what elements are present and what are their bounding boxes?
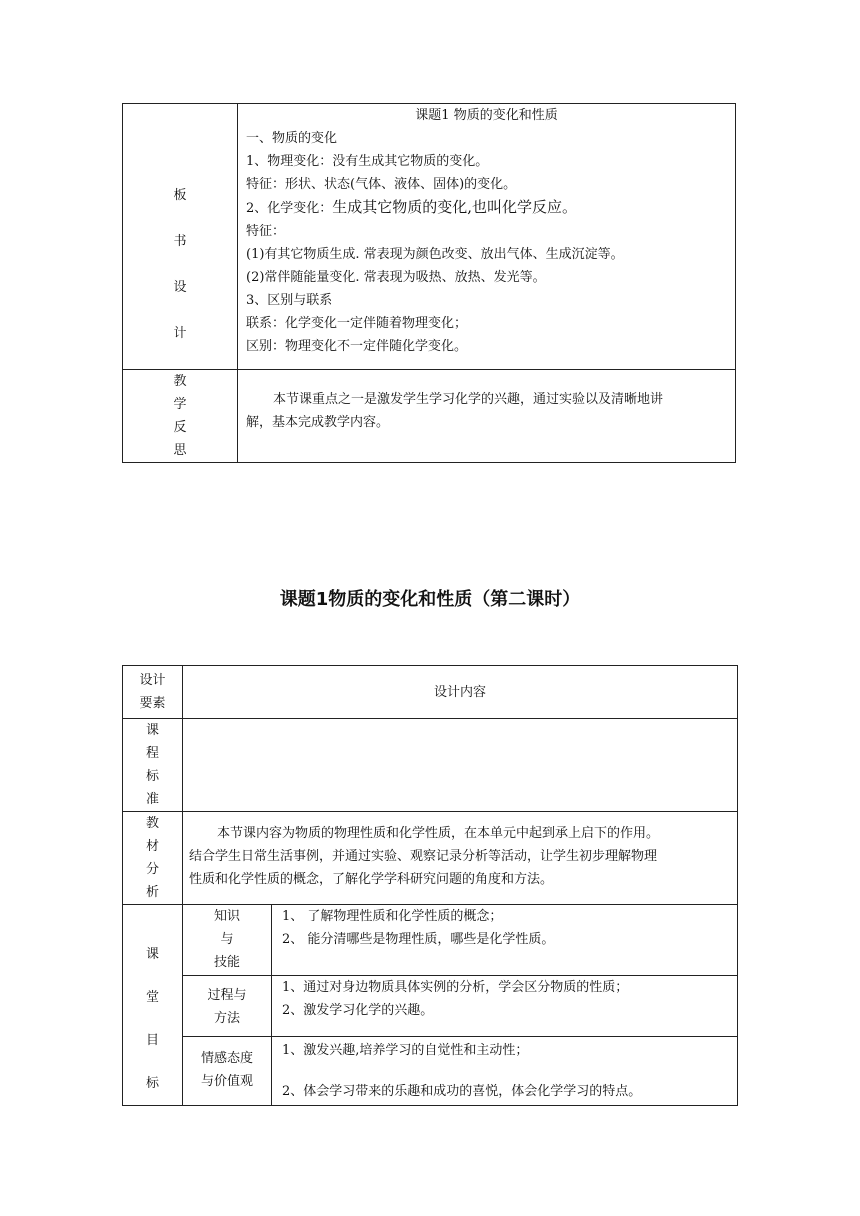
board-line: 一、物质的变化: [246, 131, 338, 146]
goal-label: 知识: [213, 909, 240, 924]
board-design-label-cell: [123, 104, 238, 370]
header-label: 设计: [139, 673, 166, 688]
goal-item: 1、激发兴趣,培养学习的自觉性和主动性；: [282, 1042, 529, 1058]
board-line: 特征：形状、状态(气体、液体、固体)的变化。: [246, 177, 517, 192]
label-char: 标: [145, 769, 159, 784]
label-char: 教: [145, 816, 159, 831]
board-line: 特征：: [246, 224, 286, 239]
board-line: 1、物理变化：没有生成其它物质的变化。: [246, 154, 489, 169]
goal-item: 1、通过对身边物质具体实例的分析，学会区分物质的性质；: [282, 980, 629, 996]
goal-item: 2、 能分清哪些是物理性质，哪些是化学性质。: [282, 932, 555, 947]
board-line-chemical: 2、化学变化：生成其它物质的变化,也叫化学反应。: [246, 198, 578, 216]
board-line: 3、区别与联系: [246, 293, 333, 308]
reflection-content-cell: [238, 370, 736, 463]
goal-label: 与价值观: [200, 1073, 253, 1089]
header-label: 要素: [139, 696, 166, 711]
label-char: 思: [173, 443, 187, 458]
goal-label-cell: [183, 976, 272, 1037]
label-char: 课: [145, 723, 159, 738]
goal-label: 方法: [213, 1011, 240, 1027]
goals-label-cell: [123, 905, 183, 1106]
header-label-cell: [123, 666, 183, 719]
label-char: 学: [173, 397, 187, 412]
goal-label: 与: [220, 932, 234, 947]
analysis-line: 本节课内容为物质的物理性质和化学性质，在本单元中起到承上启下的作用。: [217, 826, 660, 841]
goal-label-cell: [183, 1036, 272, 1105]
lesson-design-table: [122, 665, 738, 1106]
header-content-cell: [183, 666, 738, 719]
reflection-label-cell: [123, 370, 238, 463]
label-char: 程: [145, 746, 159, 761]
section-title: 课题1物质的变化和性质（第二课时）: [279, 589, 581, 610]
analysis-content-cell: [183, 812, 738, 905]
board-title: 课题1 物质的变化和性质: [415, 108, 558, 123]
standard-content-cell: [183, 719, 738, 812]
label-char: 课: [145, 947, 159, 962]
standard-label-cell: [123, 719, 183, 812]
goal-content-cell: [272, 976, 738, 1037]
label-char: 教: [173, 374, 187, 389]
label-char: 标: [145, 1076, 159, 1091]
goal-label: 情感态度: [200, 1050, 253, 1066]
goal-item: 1、 了解物理性质和化学性质的概念；: [282, 909, 503, 924]
label-char: 析: [145, 885, 159, 900]
label-char: 准: [145, 792, 159, 807]
goal-label-cell: [183, 905, 272, 976]
reflection-text: 本节课重点之一是激发学生学习化学的兴趣，通过实验以及清晰地讲: [273, 392, 664, 407]
label-char: 目: [145, 1033, 159, 1048]
goal-content-cell: [272, 905, 738, 976]
board-line: 区别：物理变化不一定伴随化学变化。: [246, 339, 468, 354]
goal-label: 技能: [213, 955, 240, 970]
analysis-line: 结合学生日常生活事例，并通过实验、观察记录分析等活动，让学生初步理解物理: [189, 849, 658, 864]
board-line: 联系：化学变化一定伴随着物理变化；: [246, 316, 468, 331]
analysis-line: 性质和化学性质的概念，了解化学学科研究问题的角度和方法。: [189, 872, 554, 887]
reflection-text: 解，基本完成教学内容。: [246, 415, 390, 430]
board-design-content-cell: [238, 104, 736, 370]
label-char: 材: [145, 839, 159, 854]
analysis-label-cell: [123, 812, 183, 905]
label-char: 书: [173, 234, 187, 249]
goal-item: 2、激发学习化学的兴趣。: [282, 1003, 434, 1019]
label-char: 堂: [145, 990, 159, 1005]
label-char: 反: [173, 420, 187, 435]
label-char: 计: [173, 326, 187, 341]
goal-item: 2、体会学习带来的乐趣和成功的喜悦，体会化学学习的特点。: [282, 1083, 642, 1099]
goal-label: 过程与: [207, 988, 247, 1004]
label-char: 板: [173, 188, 187, 203]
header-content: 设计内容: [433, 684, 486, 700]
board-line: (1)有其它物质生成. 常表现为颜色改变、放出气体、生成沉淀等。: [246, 247, 624, 262]
goal-content-cell: [272, 1036, 738, 1105]
label-char: 分: [145, 862, 159, 877]
label-char: 设: [173, 280, 187, 295]
board-design-table: [122, 103, 736, 463]
board-line: (2)常伴随能量变化. 常表现为吸热、放热、发光等。: [246, 270, 546, 285]
